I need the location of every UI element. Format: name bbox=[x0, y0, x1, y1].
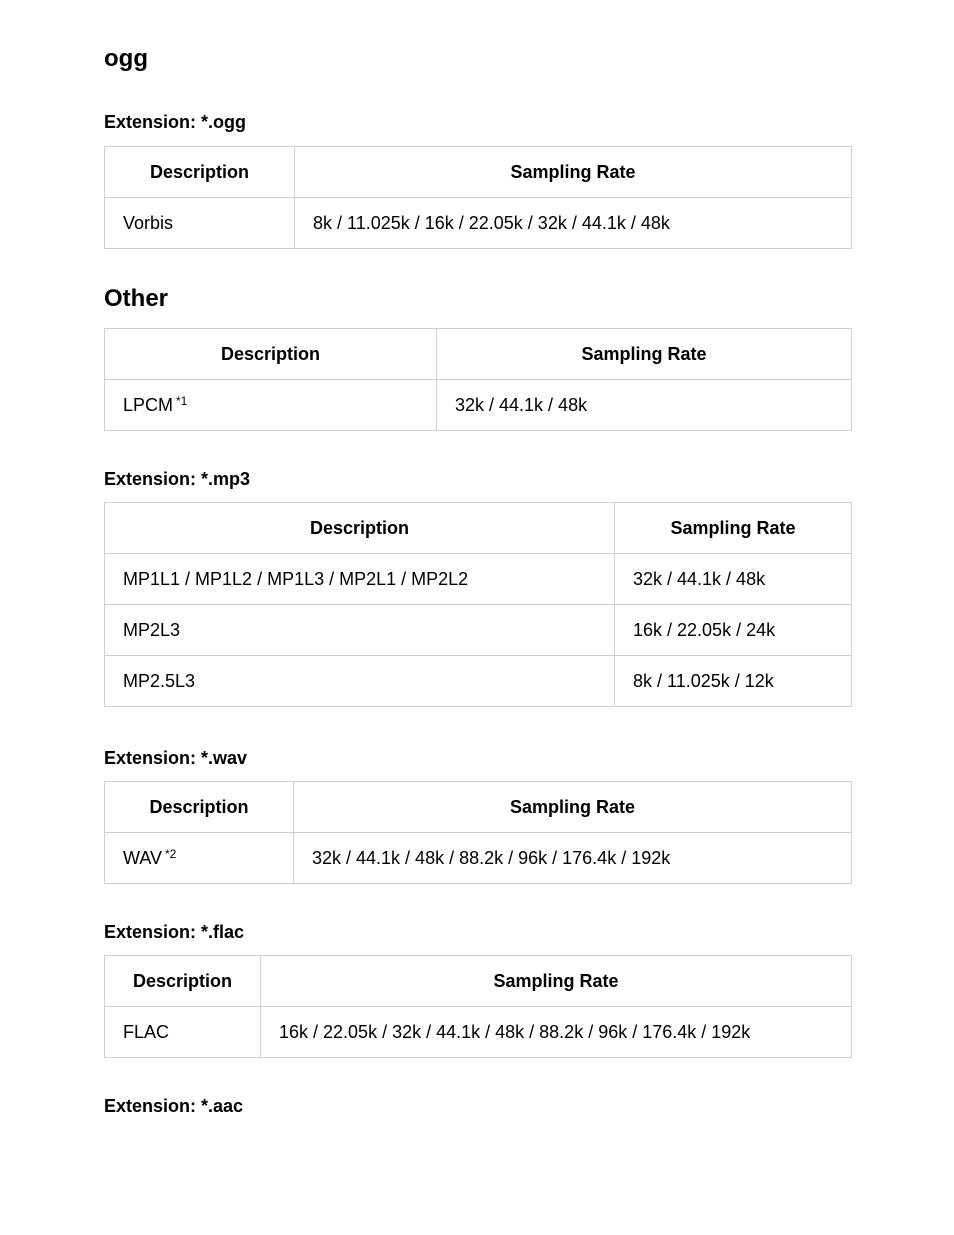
extension-label-wav: Extension: *.wav bbox=[104, 748, 248, 768]
cell-description: FLAC bbox=[105, 1007, 261, 1058]
header-description: Description bbox=[105, 329, 437, 380]
table-row bbox=[105, 554, 852, 605]
cell-sampling-rate: 16k / 22.05k / 32k / 44.1k / 48k / 88.2k / 96k / 176.4k / 192k bbox=[261, 1007, 852, 1058]
table-header-row bbox=[105, 147, 852, 198]
cell-description bbox=[105, 833, 294, 884]
table-row bbox=[105, 605, 852, 656]
cell-description bbox=[105, 380, 437, 431]
cell-description: MP2L3 bbox=[105, 605, 615, 656]
table-row bbox=[105, 656, 852, 707]
cell-sampling-rate: 8k / 11.025k / 16k / 22.05k / 32k / 44.1k / 48k bbox=[295, 198, 852, 249]
header-sampling-rate: Sampling Rate bbox=[437, 329, 852, 380]
section-heading-other: Other bbox=[104, 285, 169, 312]
format-table-flac bbox=[104, 955, 852, 1058]
description-text: LPCM bbox=[123, 394, 174, 415]
footnote-marker: *2 bbox=[165, 846, 177, 861]
table-header-row bbox=[105, 782, 852, 833]
cell-sampling-rate: 32k / 44.1k / 48k / 88.2k / 96k / 176.4k / 192k bbox=[294, 833, 852, 884]
table-row bbox=[105, 380, 852, 431]
header-sampling-rate: Sampling Rate bbox=[295, 147, 852, 198]
header-sampling-rate: Sampling Rate bbox=[615, 503, 852, 554]
cell-sampling-rate: 16k / 22.05k / 24k bbox=[615, 605, 852, 656]
header-description: Description bbox=[105, 147, 295, 198]
cell-description: MP2.5L3 bbox=[105, 656, 615, 707]
extension-label-mp3: Extension: *.mp3 bbox=[104, 469, 251, 489]
table-row bbox=[105, 198, 852, 249]
format-table-mp3 bbox=[104, 502, 852, 707]
table-header-row bbox=[105, 956, 852, 1007]
cell-description: MP1L1 / MP1L2 / MP1L3 / MP2L1 / MP2L2 bbox=[105, 554, 615, 605]
table-header-row bbox=[105, 503, 852, 554]
description-text: WAV bbox=[123, 847, 162, 868]
header-sampling-rate: Sampling Rate bbox=[261, 956, 852, 1007]
table-header-row bbox=[105, 329, 852, 380]
cell-sampling-rate: 8k / 11.025k / 12k bbox=[615, 656, 852, 707]
table-row bbox=[105, 833, 852, 884]
footnote-marker: *1 bbox=[176, 393, 188, 408]
extension-label-ogg: Extension: *.ogg bbox=[104, 112, 247, 132]
cell-sampling-rate: 32k / 44.1k / 48k bbox=[437, 380, 852, 431]
format-table-wav bbox=[104, 781, 852, 884]
header-description: Description bbox=[105, 782, 294, 833]
format-table-other bbox=[104, 328, 852, 431]
header-sampling-rate: Sampling Rate bbox=[294, 782, 852, 833]
section-heading-ogg: ogg bbox=[104, 45, 148, 72]
extension-label-flac: Extension: *.flac bbox=[104, 922, 245, 942]
cell-sampling-rate: 32k / 44.1k / 48k bbox=[615, 554, 852, 605]
format-table-ogg bbox=[104, 146, 852, 249]
header-description: Description bbox=[105, 956, 261, 1007]
header-description: Description bbox=[105, 503, 615, 554]
extension-label-aac: Extension: *.aac bbox=[104, 1096, 244, 1116]
table-row bbox=[105, 1007, 852, 1058]
cell-description: Vorbis bbox=[105, 198, 295, 249]
